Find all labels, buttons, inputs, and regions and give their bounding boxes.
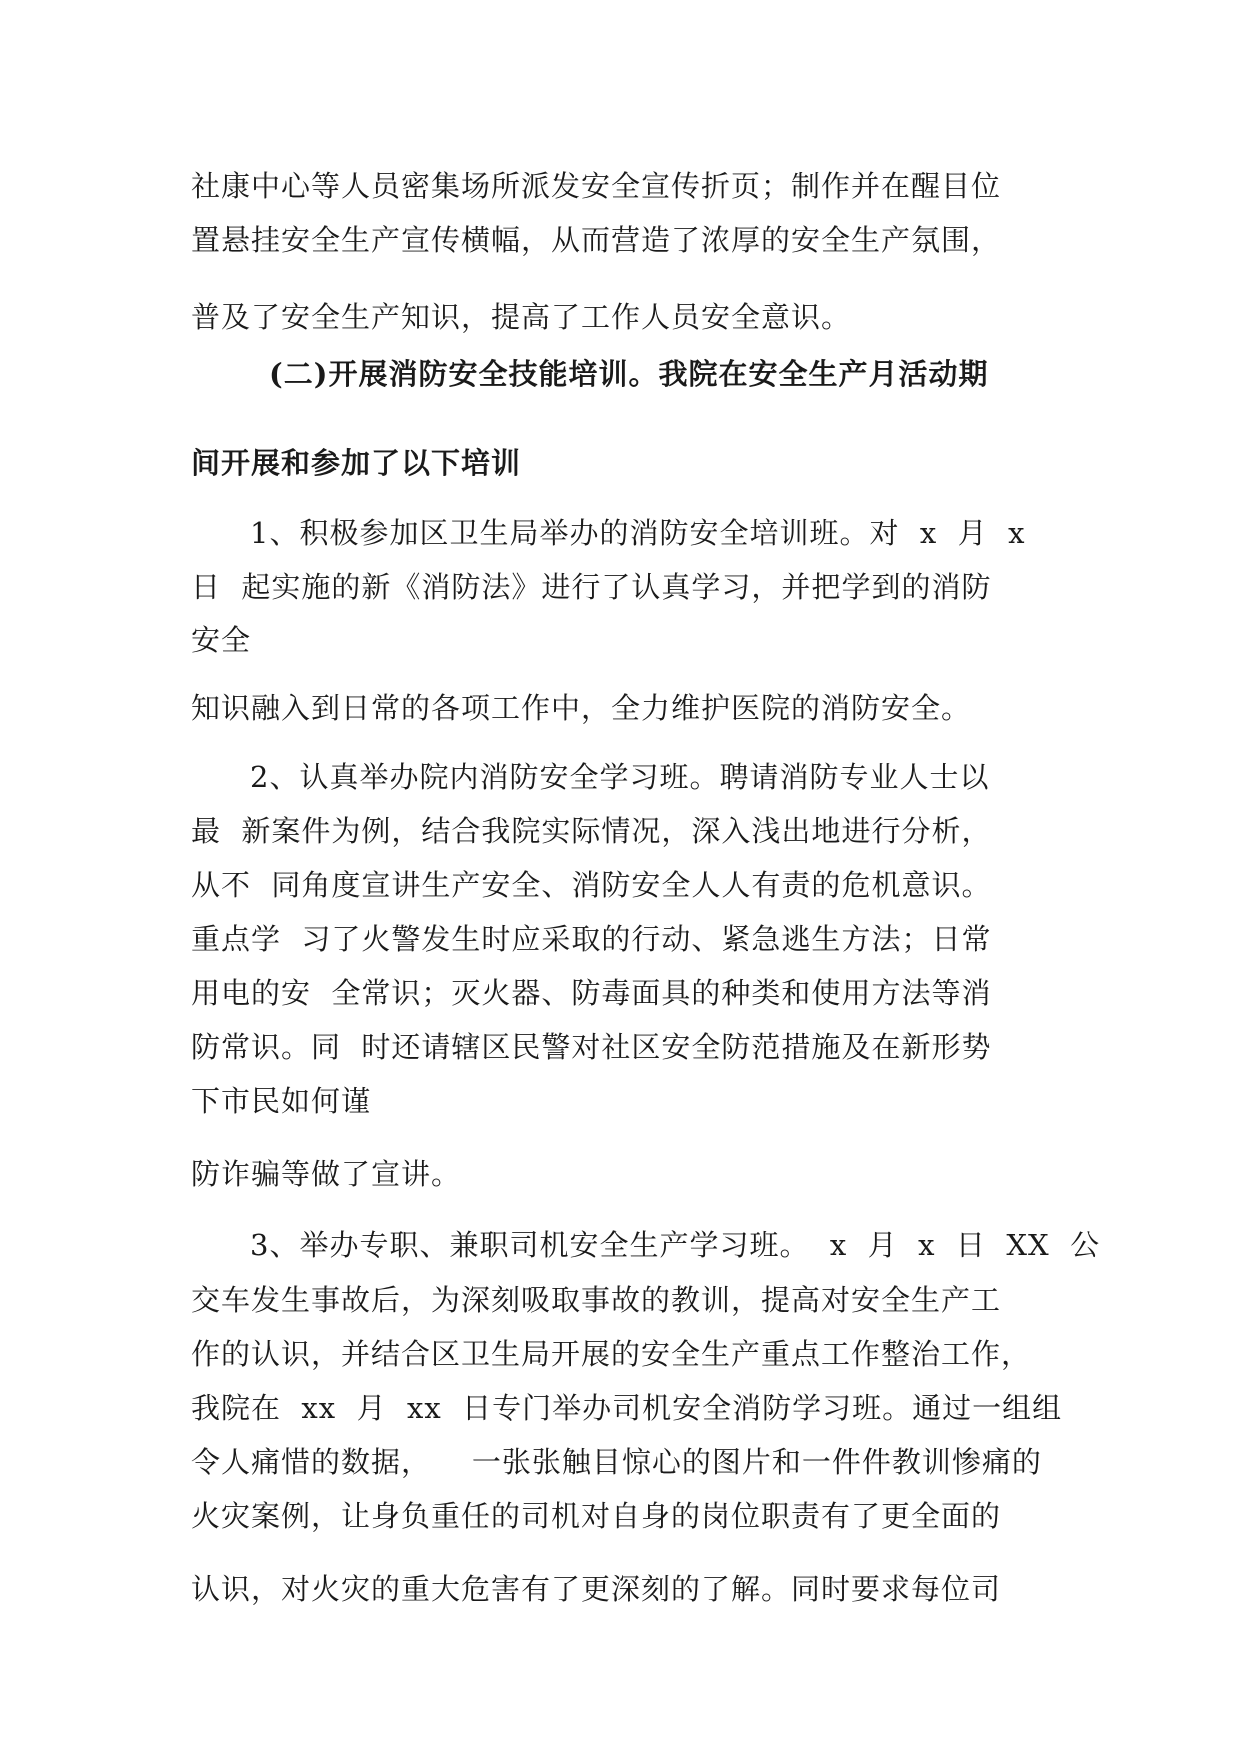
paragraph-line: 3、举办专职、兼职司机安全生产学习班。 x 月 x 日 XX 公	[250, 1228, 1101, 1262]
paragraph-line: 防诈骗等做了宣讲。	[191, 1157, 462, 1191]
paragraph-line: 防常识。同 时还请辖区民警对社区安全防范措施及在新形势	[191, 1030, 992, 1064]
paragraph-line: 用电的安 全常识；灭火器、防毒面具的种类和使用方法等消	[191, 976, 992, 1010]
paragraph-line: 从不 同角度宣讲生产安全、消防安全人人有责的危机意识。	[191, 868, 992, 902]
paragraph-line: 认识，对火灾的重大危害有了更深刻的了解。同时要求每位司	[191, 1572, 1002, 1606]
section-heading: (二)开展消防安全技能培训。我院在安全生产月活动期	[269, 357, 989, 391]
paragraph-line: 2、认真举办院内消防安全学习班。聘请消防专业人士以	[250, 760, 990, 794]
paragraph-line: 最 新案件为例，结合我院实际情况，深入浅出地进行分析，	[191, 814, 992, 848]
paragraph-line: 重点学 习了火警发生时应采取的行动、紧急逃生方法；日常	[191, 922, 992, 956]
paragraph-line: 下市民如何谨	[191, 1084, 372, 1118]
paragraph-line: 置悬挂安全生产宣传横幅，从而营造了浓厚的安全生产氛围，	[191, 223, 1002, 257]
paragraph-line: 1、积极参加区卫生局举办的消防安全培训班。对 x 月 x	[250, 516, 1026, 550]
section-heading-continuation: 间开展和参加了以下培训	[191, 446, 522, 480]
paragraph-line: 安全	[191, 623, 252, 657]
paragraph-line: 知识融入到日常的各项工作中，全力维护医院的消防安全。	[191, 691, 972, 725]
paragraph-line: 我院在 xx 月 xx 日专门举办司机安全消防学习班。通过一组组	[191, 1391, 1063, 1425]
paragraph-line: 普及了安全生产知识，提高了工作人员安全意识。	[191, 300, 852, 334]
paragraph-line: 作的认识，并结合区卫生局开展的安全生产重点工作整治工作，	[191, 1337, 1032, 1371]
paragraph-line: 社康中心等人员密集场所派发安全宣传折页；制作并在醒目位	[191, 169, 1002, 203]
paragraph-line: 交车发生事故后，为深刻吸取事故的教训，提高对安全生产工	[191, 1283, 1002, 1317]
paragraph-line: 火灾案例，让身负重任的司机对自身的岗位职责有了更全面的	[191, 1499, 1002, 1533]
paragraph-line: 令人痛惜的数据， 一张张触目惊心的图片和一件件教训惨痛的	[191, 1445, 1042, 1479]
paragraph-line: 日 起实施的新《消防法》进行了认真学习，并把学到的消防	[191, 570, 992, 604]
